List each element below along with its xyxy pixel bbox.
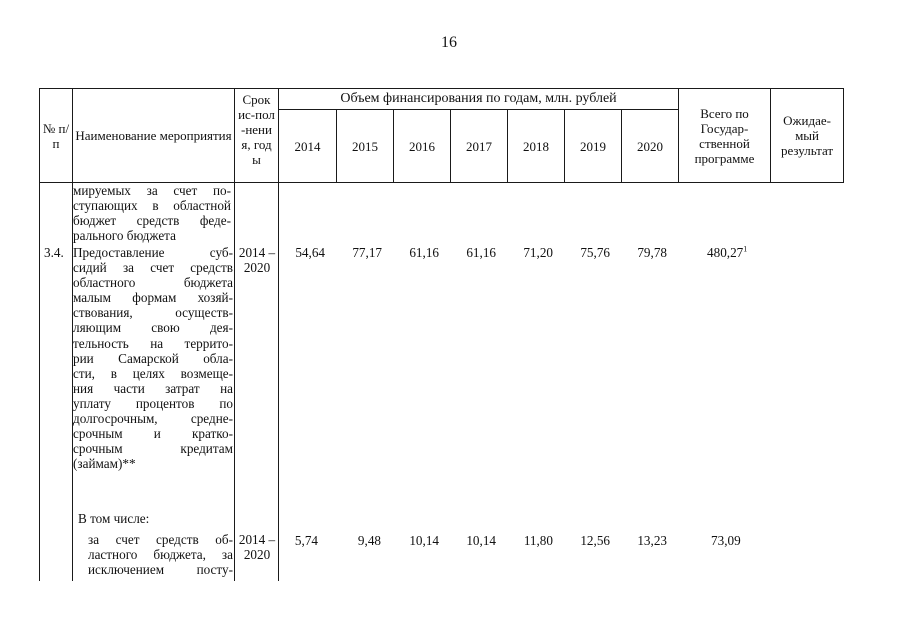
header-year: 2015 xyxy=(337,110,394,183)
row-3-4-value: 54,64 xyxy=(295,245,325,260)
row-3-4-value: 71,20 xyxy=(523,245,553,260)
header-year: 2020 xyxy=(622,110,679,183)
row-3-4-value: 77,17 xyxy=(352,245,382,260)
sub-row-value: 10,14 xyxy=(409,533,439,548)
header-year: 2017 xyxy=(451,110,508,183)
page-number: 16 xyxy=(441,34,457,51)
continuation-text: мируемых за счет по- ступающих в областной бюджет средств феде- рального бюджета xyxy=(73,183,231,244)
sub-row-term: 2014 – 2020 xyxy=(238,532,276,562)
header-col-name: Наименование мероприятия xyxy=(73,89,235,183)
sub-row-value: 11,80 xyxy=(523,533,553,548)
row-number: 3.4. xyxy=(44,245,64,260)
header-year: 2019 xyxy=(565,110,622,183)
table-border-term xyxy=(234,181,235,581)
header-col-num: № п/п xyxy=(40,89,73,183)
row-3-4-value: 75,76 xyxy=(580,245,610,260)
sub-row-total: 73,09 xyxy=(711,533,741,548)
sub-row-value: 10,14 xyxy=(466,533,496,548)
header-year: 2018 xyxy=(508,110,565,183)
table-border-left xyxy=(39,181,40,581)
header-col-result: Ожидае-мый результат xyxy=(771,89,844,183)
row-3-4-value: 61,16 xyxy=(409,245,439,260)
header-col-term: Срок ис-пол-нения, годы xyxy=(235,89,279,183)
row-3-4-total: 480,27$^1$ xyxy=(707,244,748,260)
sub-row-value: 9,48 xyxy=(357,533,381,548)
including-label: В том числе: xyxy=(78,511,150,526)
sub-row-name: за счет средств об- ластного бюджета, за исключением посту- xyxy=(88,532,233,578)
row-3-4-term: 2014 – 2020 xyxy=(238,245,276,275)
table-header xyxy=(39,88,844,183)
header-col-group: Объем финансирования по годам, млн. рублей xyxy=(279,89,679,110)
sub-row-value: 13,23 xyxy=(637,533,667,548)
sub-row-value: 12,56 xyxy=(580,533,610,548)
row-3-4-value: 61,16 xyxy=(466,245,496,260)
table-border-years xyxy=(278,181,279,581)
header-year: 2016 xyxy=(394,110,451,183)
row-3-4-name: Предоставление суб- сидий за счет средств областного бюджета малым формам хозяй- ствования, осуществ- ляющим свою дея- тельность на террито- рии Самарской обла- сти, в целях возмеще- ния части затрат на уплату процентов по долгосрочным, средне- срочным и кратко- срочным кредитам (займам)** xyxy=(73,245,233,472)
header-year: 2014 xyxy=(279,110,337,183)
row-3-4-value: 79,78 xyxy=(637,245,667,260)
header-col-total: Всего по Государ-ственной программе xyxy=(679,89,771,183)
sub-row-value: 5,74 xyxy=(294,533,318,548)
